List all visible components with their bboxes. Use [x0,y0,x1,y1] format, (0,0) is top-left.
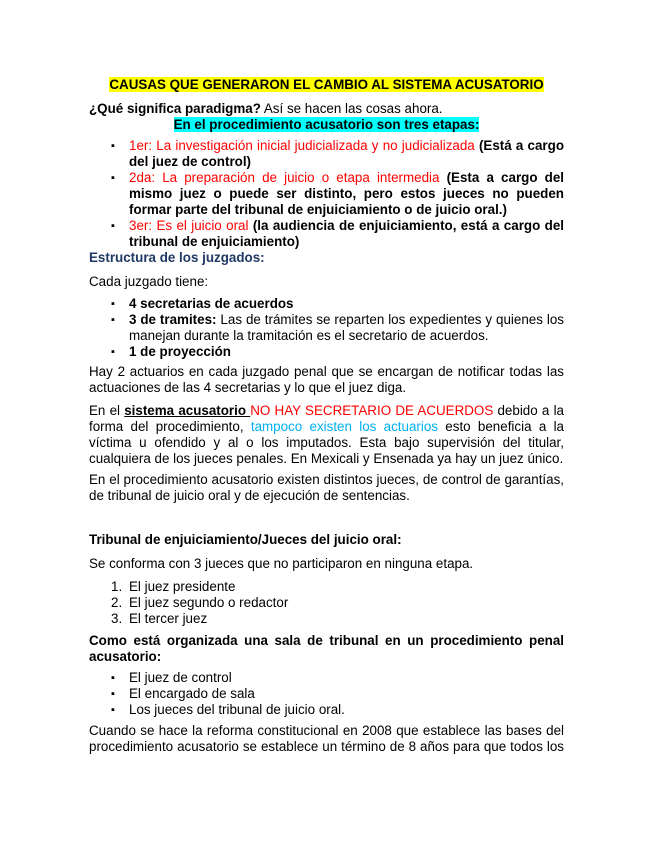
list-text: El tercer juez [129,611,208,626]
etapas-heading-text: En el procedimiento acusatorio son tres etapas: [173,117,480,132]
list-item: ▪ El juez de control [89,670,564,686]
list-item [89,296,564,312]
sala-list [89,670,564,718]
sistema-red-text: NO HAY SECRETARIO DE ACUERDOS [250,403,494,418]
list-item: ▪ El encargado de sala [89,686,564,702]
juzgado-list [89,296,564,360]
sistema-text-1: En el [89,403,125,418]
jueces-paragraph: En el procedimiento acusatorio existen distintos jueces, de control de garantías, de tribunal de juicio oral y de ejecución de sentencias. [89,472,564,503]
tribunal-intro: Se conforma con 3 jueces que no participaron en ninguna etapa. [89,556,474,571]
actuarios-paragraph: Hay 2 actuarios en cada juzgado penal que se encargan de notificar todas las actuaciones de las 4 secretarias y lo que el juez diga. [89,364,564,395]
paradigma-line [89,101,564,117]
etapa-detail: (la audiencia de enjuiciamiento, está a cargo del tribunal de enjuiciamiento) [129,218,564,249]
list-text: El juez segundo o redactor [129,595,289,610]
sala-heading: Como está organizada una sala de tribunal en un procedimiento penal acusatorio: [89,633,564,664]
paradigma-question: ¿Qué significa paradigma? [89,101,261,116]
etapas-list [89,138,564,250]
list-item [89,170,564,218]
sistema-text-3: esto beneficia a la víctima u ofendido y al o los imputados. Esta bajo supervisión del titular, cualquiera de los jueces penales. En Mexicali y Ensenada ya hay un juez único. [89,419,564,466]
etapa-detail: (Está a cargo del juez de control) [129,138,564,169]
sistema-underlined: sistema acusatorio [124,403,251,418]
etapa-label: 2da: La preparación de juicio o etapa intermedia [129,170,440,185]
list-item [89,611,564,627]
list-item [89,579,564,595]
list-item: ▪ Los jueces del tribunal de juicio oral. [89,702,564,718]
list-item [89,138,564,170]
juzgado-item-label: 3 de tramites: [129,312,217,327]
etapa-label: 3er: Es el juicio oral [129,218,249,233]
juzgado-item-label: 4 secretarias de acuerdos [129,296,294,311]
estructura-heading: Estructura de los juzgados: [89,250,265,265]
list-text: El juez presidente [129,579,236,594]
reforma-paragraph: Cuando se hace la reforma constitucional en 2008 que establece las bases del procedimiento acusatorio se establece un término de 8 años para que todos los [89,723,564,754]
etapa-detail: (Esta a cargo del mismo juez o puede ser distinto, pero estos jueces no pueden formar parte del tribunal de enjuiciamiento o de juicio oral.) [129,170,564,217]
sistema-cyan-text: tampoco existen los actuarios [250,419,438,434]
document-title [89,77,564,93]
sistema-paragraph [89,403,564,467]
list-number: 3. [111,611,123,626]
list-item [89,218,564,250]
tribunal-heading: Tribunal de enjuiciamiento/Jueces del juicio oral: [89,532,402,547]
title-text: CAUSAS QUE GENERARON EL CAMBIO AL SISTEMA ACUSATORIO [109,77,544,92]
paradigma-answer: Así se hacen las cosas ahora. [260,101,443,116]
list-item [89,312,564,344]
etapas-heading [89,117,564,133]
list-number: 1. [111,579,123,594]
sistema-text-2: debido a la forma del procedimiento, [89,403,564,434]
list-number: 2. [111,595,123,610]
tribunal-list [89,579,564,627]
juzgado-item-label: 1 de proyección [129,344,231,359]
list-item [89,595,564,611]
etapa-label: 1er: La investigación inicial judicializada y no judicializada [129,138,475,153]
juzgado-item-text: Las de trámites se reparten los expedientes y quienes los manejan durante la tramitación es el secretario de acuerdos. [129,312,564,343]
list-item [89,344,564,360]
cada-juzgado-text: Cada juzgado tiene: [89,274,209,289]
